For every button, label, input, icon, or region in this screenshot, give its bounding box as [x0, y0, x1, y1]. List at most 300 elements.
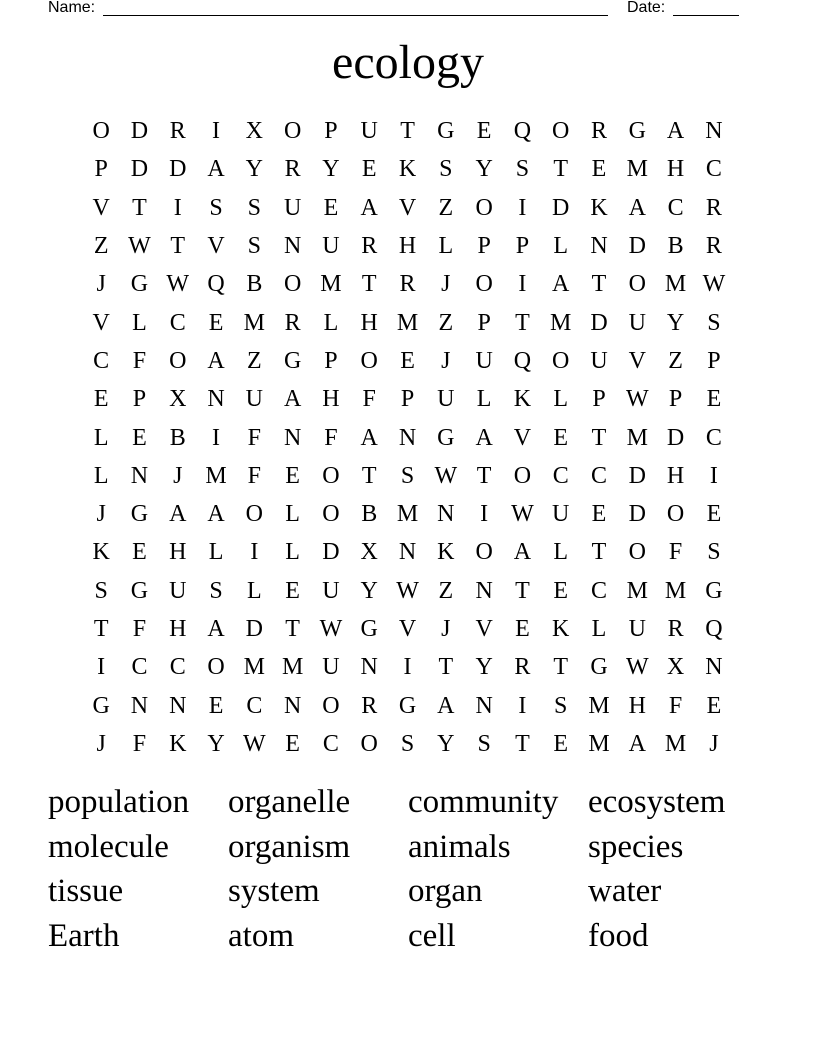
date-blank-line	[673, 15, 739, 16]
grid-letter: E	[285, 730, 300, 757]
grid-letter: N	[283, 424, 302, 451]
grid-letter: G	[92, 692, 110, 719]
grid-letter: P	[94, 156, 108, 183]
grid-letter: I	[480, 501, 489, 528]
grid-letter: L	[285, 501, 300, 528]
grid-letter: M	[664, 730, 687, 757]
grid-letter: Y	[207, 730, 225, 757]
grid-letter: E	[208, 309, 224, 336]
grid-letter: T	[591, 424, 607, 451]
grid-letter: S	[247, 233, 262, 260]
grid-letter: N	[130, 692, 149, 719]
grid-letter: T	[132, 194, 147, 221]
grid-letter: Z	[93, 233, 109, 260]
grid-letter: L	[247, 577, 262, 604]
grid-letter: F	[132, 616, 147, 642]
grid-letter: A	[360, 194, 378, 221]
word-bank-item: population	[48, 784, 190, 820]
grid-letter: B	[361, 501, 378, 528]
grid-letter: Y	[475, 654, 493, 681]
grid-letter: O	[666, 501, 685, 528]
grid-letter: D	[628, 501, 646, 528]
grid-letter: L	[93, 462, 109, 489]
grid-letter: S	[477, 730, 491, 757]
name-label: Name:	[48, 0, 96, 16]
grid-letter: Z	[668, 347, 683, 374]
grid-letter: E	[706, 501, 722, 528]
grid-letter: S	[247, 194, 262, 221]
word-bank-item: species	[588, 828, 684, 865]
grid-letter: O	[322, 462, 340, 489]
word-bank-item: system	[228, 873, 320, 910]
grid-letter: P	[515, 233, 530, 260]
grid-letter: U	[322, 654, 340, 681]
grid-letter: E	[400, 347, 415, 374]
letter-grid	[82, 112, 733, 763]
grid-letter: M	[626, 424, 648, 451]
grid-letter: G	[590, 654, 608, 681]
grid-letter: N	[398, 539, 417, 566]
grid-letter: M	[664, 577, 687, 604]
grid-letter: B	[169, 424, 186, 451]
grid-letter: M	[320, 271, 342, 298]
grid-letter: E	[132, 539, 147, 566]
grid-letter: M	[626, 577, 648, 604]
grid-letter: W	[625, 386, 649, 413]
grid-letter: A	[475, 424, 493, 451]
grid-letter: G	[283, 347, 302, 374]
grid-letter: W	[166, 271, 190, 298]
grid-letter: F	[324, 424, 338, 451]
grid-letter: C	[246, 692, 263, 719]
word-bank-item: molecule	[48, 828, 169, 865]
grid-letter: B	[667, 233, 684, 260]
grid-letter: W	[319, 616, 343, 642]
word-bank-item: cell	[408, 918, 456, 955]
grid-letter: P	[477, 309, 491, 336]
grid-letter: J	[709, 730, 719, 757]
grid-letter: F	[668, 539, 683, 566]
grid-letter: C	[322, 730, 339, 757]
grid-letter: J	[173, 462, 183, 489]
grid-letter: C	[591, 577, 608, 604]
grid-letter: M	[664, 271, 687, 298]
grid-letter: C	[93, 347, 110, 374]
grid-letter: W	[625, 654, 649, 681]
grid-letter: U	[245, 386, 263, 413]
grid-letter: Y	[437, 730, 455, 757]
grid-letter: A	[666, 118, 685, 145]
grid-letter: R	[284, 309, 301, 336]
grid-letter: N	[360, 654, 378, 681]
grid-letter: K	[92, 539, 110, 566]
word-bank-item: organism	[228, 828, 351, 865]
word-bank-item: water	[588, 873, 662, 910]
grid-letter: R	[169, 118, 186, 145]
grid-letter: L	[476, 386, 492, 413]
grid-letter: N	[475, 577, 493, 604]
grid-letter: S	[209, 577, 223, 604]
grid-letter: S	[515, 156, 530, 183]
grid-letter: A	[437, 692, 455, 719]
grid-letter: R	[667, 616, 684, 642]
grid-letter: N	[705, 118, 723, 145]
grid-letter: S	[400, 730, 415, 757]
grid-letter: T	[400, 118, 415, 145]
grid-letter: N	[169, 692, 187, 719]
grid-letter: N	[130, 462, 149, 489]
grid-letter: P	[324, 347, 338, 374]
grid-letter: D	[245, 616, 263, 642]
grid-letter: V	[475, 616, 493, 642]
word-bank-item: organ	[408, 873, 483, 910]
grid-letter: G	[130, 271, 149, 298]
grid-letter: T	[170, 233, 186, 260]
grid-letter: D	[130, 156, 149, 183]
grid-letter: L	[323, 309, 339, 336]
grid-letter: X	[169, 386, 187, 413]
grid-letter: G	[705, 577, 723, 604]
grid-letter: K	[398, 156, 417, 183]
grid-letter: U	[322, 577, 340, 604]
grid-letter: T	[361, 271, 377, 298]
grid-letter: I	[518, 194, 527, 221]
grid-letter: O	[360, 347, 378, 374]
grid-letter: V	[92, 194, 110, 221]
grid-letter: E	[553, 424, 569, 451]
grid-letter: M	[626, 156, 648, 183]
grid-letter: R	[361, 692, 378, 719]
grid-letter: Y	[322, 156, 340, 183]
grid-letter: J	[441, 271, 451, 298]
grid-letter: L	[93, 424, 109, 451]
grid-letter: S	[439, 156, 453, 183]
grid-letter: R	[284, 156, 301, 183]
grid-letter: O	[552, 118, 570, 145]
grid-letter: A	[207, 616, 225, 642]
grid-letter: V	[92, 309, 110, 336]
grid-letter: M	[588, 692, 610, 719]
grid-letter: V	[628, 347, 646, 374]
grid-letter: W	[434, 462, 458, 489]
grid-letter: L	[553, 233, 569, 260]
grid-letter: U	[437, 386, 455, 413]
grid-letter: U	[552, 501, 570, 528]
grid-letter: T	[591, 539, 607, 566]
word-bank-item: organelle	[228, 784, 351, 820]
grid-letter: A	[207, 347, 225, 374]
grid-letter: M	[550, 309, 572, 336]
grid-letter: G	[130, 577, 149, 604]
grid-letter: K	[590, 194, 608, 221]
grid-letter: N	[475, 692, 493, 719]
grid-letter: W	[128, 233, 151, 260]
word-bank-item: Earth	[48, 918, 120, 955]
grid-letter: J	[96, 501, 106, 528]
grid-letter: T	[553, 156, 569, 183]
grid-letter: A	[513, 539, 532, 566]
grid-letter: L	[208, 539, 224, 566]
grid-letter: K	[513, 386, 532, 413]
grid-letter: H	[360, 309, 378, 336]
grid-letter: D	[590, 309, 608, 336]
grid-letter: D	[666, 424, 685, 451]
grid-letter: L	[438, 233, 454, 260]
grid-letter: Y	[360, 577, 378, 604]
grid-letter: N	[437, 501, 455, 528]
grid-letter: F	[668, 692, 683, 719]
grid-letter: Z	[438, 194, 454, 221]
grid-letter: P	[400, 386, 415, 413]
grid-letter: Z	[438, 309, 454, 336]
grid-letter: Z	[247, 347, 262, 374]
grid-letter: P	[324, 118, 338, 145]
grid-letter: T	[515, 577, 530, 604]
grid-letter: T	[515, 309, 530, 336]
grid-letter: O	[169, 347, 187, 374]
worksheet-header	[0, 0, 816, 20]
grid-letter: T	[515, 730, 530, 757]
grid-letter: C	[169, 654, 186, 681]
grid-letter: M	[281, 654, 304, 681]
grid-letter: E	[93, 386, 109, 413]
grid-letter: S	[707, 539, 721, 566]
grid-letter: R	[361, 233, 378, 260]
word-bank-item: food	[588, 918, 649, 955]
grid-letter: U	[475, 347, 493, 374]
grid-letter: D	[322, 539, 340, 566]
grid-letter: I	[709, 462, 718, 489]
grid-letter: C	[591, 462, 608, 489]
word-bank-item: tissue	[48, 873, 124, 910]
grid-letter: H	[322, 386, 340, 413]
grid-letter: P	[707, 347, 721, 374]
grid-letter: S	[400, 462, 415, 489]
grid-letter: Y	[245, 156, 263, 183]
grid-letter: N	[590, 233, 608, 260]
grid-letter: U	[360, 118, 378, 145]
grid-letter: O	[513, 462, 532, 489]
grid-letter: G	[437, 118, 455, 145]
grid-letter: H	[628, 692, 646, 719]
grid-letter: K	[437, 539, 455, 566]
grid-letter: S	[209, 194, 223, 221]
word-bank-item: animals	[408, 828, 511, 865]
grid-letter: A	[169, 501, 187, 528]
grid-letter: L	[591, 616, 607, 642]
grid-letter: X	[360, 539, 378, 566]
grid-letter: E	[553, 577, 569, 604]
grid-letter: T	[93, 616, 109, 642]
grid-letter: H	[666, 156, 685, 183]
grid-letter: N	[207, 386, 225, 413]
grid-letter: D	[169, 156, 187, 183]
grid-letter: O	[92, 118, 110, 145]
grid-letter: M	[396, 501, 419, 528]
grid-letter: O	[628, 271, 646, 298]
grid-letter: E	[285, 577, 300, 604]
name-blank-line	[103, 15, 608, 16]
grid-letter: E	[361, 156, 377, 183]
grid-letter: D	[130, 118, 149, 145]
grid-letter: U	[590, 347, 608, 374]
grid-letter: E	[706, 692, 722, 719]
grid-letter: A	[628, 194, 646, 221]
grid-letter: X	[245, 118, 263, 145]
grid-letter: F	[132, 730, 147, 757]
word-bank-item: community	[408, 784, 559, 820]
grid-letter: O	[207, 654, 225, 681]
grid-letter: T	[285, 616, 300, 642]
grid-letter: W	[702, 271, 726, 298]
word-bank-item: ecosystem	[588, 784, 726, 820]
grid-letter: T	[438, 654, 454, 681]
grid-letter: V	[398, 616, 417, 642]
grid-letter: I	[250, 539, 259, 566]
grid-letter: I	[518, 692, 527, 719]
grid-letter: K	[552, 616, 570, 642]
grid-letter: L	[285, 539, 300, 566]
grid-letter: M	[396, 309, 419, 336]
word-bank-item: atom	[228, 918, 294, 955]
puzzle-title: ecology	[332, 36, 484, 89]
grid-letter: R	[705, 233, 722, 260]
grid-letter: E	[323, 194, 339, 221]
grid-letter: O	[322, 692, 340, 719]
grid-letter: O	[322, 501, 340, 528]
grid-letter: J	[96, 271, 106, 298]
grid-letter: U	[283, 194, 302, 221]
grid-letter: F	[247, 462, 262, 489]
grid-letter: F	[362, 386, 376, 413]
grid-letter: Q	[513, 118, 532, 145]
grid-letter: T	[553, 654, 569, 681]
grid-letter: N	[398, 424, 417, 451]
grid-letter: T	[361, 462, 377, 489]
grid-letter: A	[207, 156, 225, 183]
grid-letter: I	[173, 194, 182, 221]
grid-letter: E	[515, 616, 530, 642]
grid-letter: O	[552, 347, 570, 374]
grid-letter: A	[283, 386, 302, 413]
grid-letter: E	[591, 501, 607, 528]
grid-letter: L	[553, 539, 569, 566]
grid-letter: H	[169, 616, 187, 642]
grid-letter: T	[591, 271, 607, 298]
grid-letter: W	[396, 577, 419, 604]
grid-letter: E	[553, 730, 569, 757]
grid-letter: W	[243, 730, 266, 757]
grid-letter: K	[169, 730, 187, 757]
grid-letter: E	[132, 424, 147, 451]
grid-letter: G	[437, 424, 455, 451]
grid-letter: M	[243, 309, 265, 336]
grid-letter: C	[169, 309, 186, 336]
grid-letter: O	[475, 194, 493, 221]
grid-letter: A	[552, 271, 570, 298]
grid-letter: Y	[475, 156, 493, 183]
grid-letter: C	[705, 424, 722, 451]
grid-letter: Q	[705, 616, 723, 642]
grid-letter: E	[591, 156, 607, 183]
grid-letter: J	[441, 347, 451, 374]
grid-letter: I	[212, 118, 221, 145]
grid-letter: E	[285, 462, 300, 489]
grid-letter: A	[628, 730, 646, 757]
grid-letter: C	[667, 194, 684, 221]
grid-letter: B	[246, 271, 263, 298]
grid-letter: C	[131, 654, 148, 681]
grid-letter: M	[205, 462, 227, 489]
grid-letter: H	[398, 233, 417, 260]
grid-letter: A	[360, 424, 378, 451]
grid-letter: N	[283, 692, 302, 719]
grid-letter: O	[245, 501, 263, 528]
grid-letter: O	[360, 730, 378, 757]
grid-letter: U	[169, 577, 187, 604]
grid-letter: E	[476, 118, 492, 145]
grid-letter: W	[511, 501, 534, 528]
grid-letter: J	[96, 730, 106, 757]
grid-letter: H	[666, 462, 685, 489]
grid-letter: I	[403, 654, 412, 681]
grid-letter: Z	[438, 577, 454, 604]
grid-letter: E	[208, 692, 224, 719]
grid-letter: G	[360, 616, 378, 642]
grid-letter: R	[514, 654, 531, 681]
grid-letter: O	[283, 271, 302, 298]
grid-letter: H	[169, 539, 187, 566]
grid-letter: G	[130, 501, 149, 528]
grid-letter: D	[628, 233, 646, 260]
grid-letter: O	[628, 539, 646, 566]
grid-letter: P	[477, 233, 491, 260]
grid-letter: Q	[207, 271, 225, 298]
grid-letter: R	[705, 194, 722, 221]
grid-letter: P	[668, 386, 683, 413]
grid-letter: G	[398, 692, 417, 719]
grid-letter: P	[132, 386, 147, 413]
grid-letter: F	[132, 347, 147, 374]
grid-letter: M	[588, 730, 610, 757]
word-bank	[48, 780, 768, 959]
grid-letter: D	[552, 194, 570, 221]
grid-letter: I	[518, 271, 527, 298]
grid-letter: R	[399, 271, 416, 298]
grid-letter: M	[243, 654, 265, 681]
grid-letter: U	[628, 616, 646, 642]
grid-letter: S	[707, 309, 721, 336]
grid-letter: T	[476, 462, 492, 489]
grid-letter: U	[322, 233, 340, 260]
grid-letter: R	[591, 118, 608, 145]
grid-letter: G	[628, 118, 646, 145]
date-label: Date:	[627, 0, 666, 16]
grid-letter: O	[283, 118, 302, 145]
grid-letter: U	[628, 309, 646, 336]
grid-letter: C	[705, 156, 722, 183]
grid-letter: I	[97, 654, 106, 681]
grid-letter: A	[207, 501, 225, 528]
grid-letter: P	[592, 386, 606, 413]
grid-letter: V	[513, 424, 532, 451]
grid-letter: L	[553, 386, 569, 413]
grid-letter: L	[132, 309, 147, 336]
grid-letter: D	[628, 462, 646, 489]
grid-letter: F	[247, 424, 262, 451]
grid-letter: O	[475, 271, 493, 298]
grid-letter: S	[94, 577, 108, 604]
